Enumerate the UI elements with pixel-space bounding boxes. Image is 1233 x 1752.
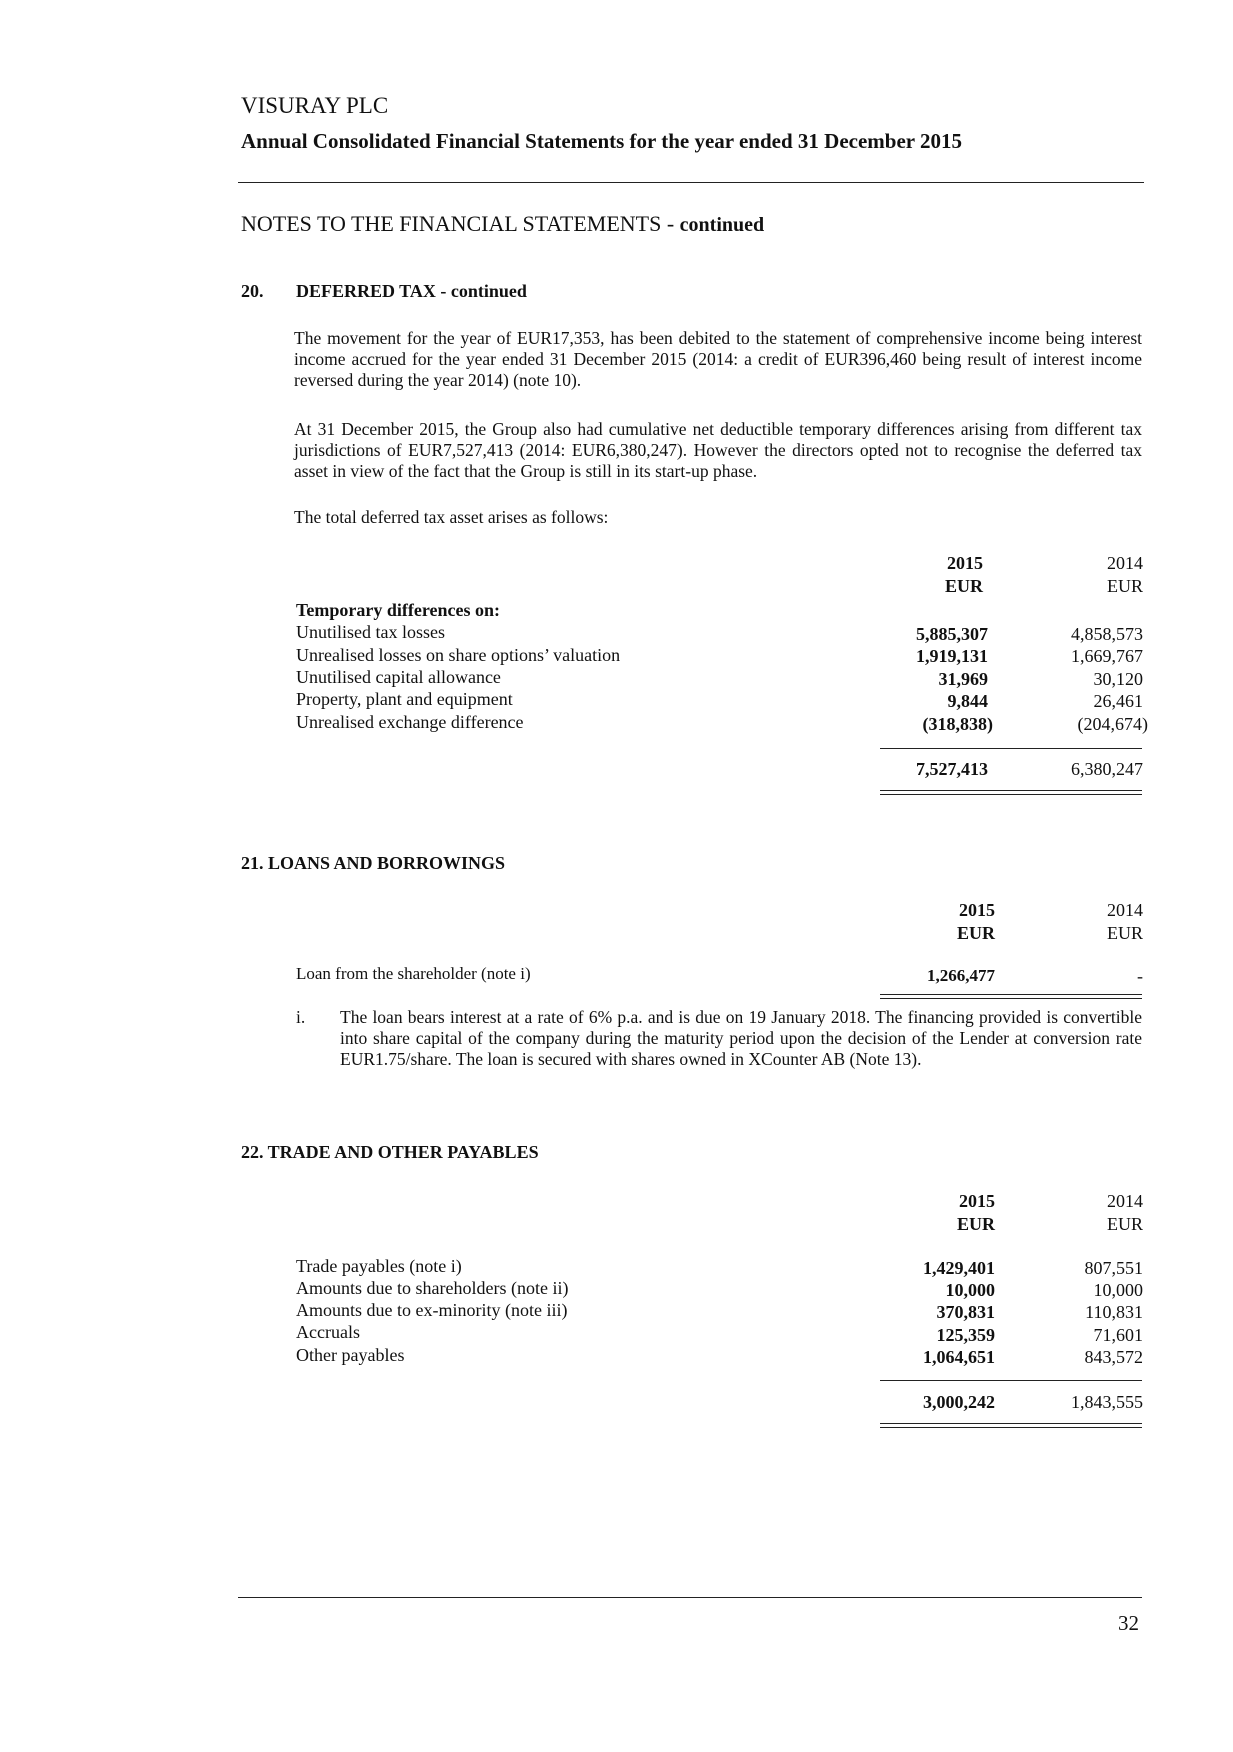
section-20-title [241, 281, 527, 302]
s22-subtotal-rule [880, 1380, 1142, 1381]
s21-col-2014: 2014 [1107, 900, 1143, 920]
s22-row-2015: 370,831 [936, 1302, 995, 1322]
s20-col-2015-currency: EUR [944, 576, 983, 596]
section-21-title: 21. LOANS AND BORROWINGS [241, 853, 506, 873]
notes-title-main: NOTES TO THE FINANCIAL STATEMENTS - [241, 211, 680, 236]
notes-title-suffix: continued [679, 214, 765, 236]
s22-col-2015: 2015 [959, 1191, 995, 1211]
section-20-suffix: continued [450, 281, 527, 301]
s20-subtotal-rule [880, 748, 1142, 749]
s20-row-label: Unrealised exchange difference [296, 712, 524, 732]
s22-row-2014: 843,572 [1084, 1347, 1143, 1367]
s21-total-double-rule [880, 994, 1142, 999]
s21-note-i [296, 1007, 1142, 1099]
s20-row-2014: 30,120 [1093, 669, 1143, 689]
s21-row-2014: - [1137, 966, 1143, 986]
s20-row-2015: 9,844 [947, 691, 988, 711]
s20-row-label: Unrealised losses on share options’ valuation [296, 645, 621, 665]
s22-row-2015: 10,000 [945, 1280, 995, 1300]
page-number: 32 [1118, 1611, 1139, 1635]
s20-row-2015: 1,919,131 [916, 646, 988, 666]
s22-row-label: Accruals [296, 1322, 360, 1342]
s20-col-2014: 2014 [1107, 553, 1143, 573]
s22-row-label: Other payables [296, 1345, 405, 1365]
s22-row-2014: 71,601 [1093, 1325, 1143, 1345]
company-name: VISURAY PLC [241, 93, 389, 118]
s20-total-2015: 7,527,413 [916, 759, 988, 779]
s20-col-2014-currency: EUR [1107, 576, 1143, 596]
report-subtitle: Annual Consolidated Financial Statements for the year ended 31 December 2015 [241, 129, 962, 153]
s22-col-2015-currency: EUR [956, 1214, 995, 1234]
s20-col-2015: 2015 [947, 553, 983, 573]
s20-row-2015: 5,885,307 [916, 624, 988, 644]
s22-total-2014: 1,843,555 [1071, 1392, 1143, 1412]
s20-row-2014: 4,858,573 [1071, 624, 1143, 644]
section-20-number: 20. [241, 281, 264, 301]
notes-title [241, 211, 764, 237]
s22-total-2015: 3,000,242 [923, 1392, 995, 1412]
s20-row-label: Property, plant and equipment [296, 689, 513, 709]
s21-col-2015: 2015 [959, 900, 995, 920]
s22-row-2015: 1,429,401 [923, 1258, 995, 1278]
s20-total-double-rule [880, 790, 1142, 795]
s22-row-label: Amounts due to ex-minority (note iii) [296, 1300, 568, 1320]
s21-row-2015: 1,266,477 [927, 966, 995, 985]
s20-total-2014: 6,380,247 [1071, 759, 1143, 779]
s20-row-2014: (204,674) [1077, 714, 1148, 734]
s22-row-label: Amounts due to shareholders (note ii) [296, 1278, 569, 1298]
s20-subheading: Temporary differences on: [296, 600, 500, 620]
s20-row-label: Unutilised tax losses [296, 622, 445, 642]
s22-row-2014: 10,000 [1093, 1280, 1143, 1300]
s20-row-2014: 26,461 [1093, 691, 1143, 711]
header-rule [238, 182, 1144, 183]
s21-row-label: Loan from the shareholder (note i) [296, 964, 531, 983]
s22-row-2015: 1,064,651 [923, 1347, 995, 1367]
s22-row-2015: 125,359 [936, 1325, 995, 1345]
s22-col-2014-currency: EUR [1107, 1214, 1143, 1234]
s22-col-2014: 2014 [1107, 1191, 1143, 1211]
section-20-paragraph-2: At 31 December 2015, the Group also had cumulative net deductible temporary differences arising from different tax jurisdictions of EUR7,527,413 (2014: EUR6,380,247). However the directors opted not to recognise the deferred tax asset in view of the fact that the Group is still in its start-up phase. [294, 419, 1142, 481]
s20-row-2015: 31,969 [938, 669, 988, 689]
s20-row-label: Unutilised capital allowance [296, 667, 501, 687]
section-20-paragraph-3: The total deferred tax asset arises as follows: [294, 507, 609, 527]
s20-row-2014: 1,669,767 [1071, 646, 1143, 666]
section-20-paragraph-1: The movement for the year of EUR17,353, has been debited to the statement of comprehensive income being interest income accrued for the year ended 31 December 2015 (2014: a credit of EUR396,460 being result of interest income reversed during the year 2014) (note 10). [294, 328, 1142, 390]
s22-row-label: Trade payables (note i) [296, 1256, 462, 1276]
s20-row-2015: (318,838) [922, 714, 993, 734]
s21-note-marker: i. [296, 1007, 306, 1027]
s22-row-2014: 110,831 [1085, 1302, 1143, 1322]
s22-total-double-rule [880, 1423, 1142, 1428]
s21-note-text: The loan bears interest at a rate of 6% p.a. and is due on 19 January 2018. The financing provided is convertible into share capital of the company during the maturity period upon the decision of the Lender at conversion rate EUR1.75/share. The loan is secured with shares owned in XCounter AB (Note 13). [340, 1007, 1142, 1069]
section-20-heading: DEFERRED TAX - [296, 281, 451, 301]
footer-rule [238, 1597, 1142, 1598]
s21-col-2014-currency: EUR [1107, 923, 1143, 943]
section-22-title: 22. TRADE AND OTHER PAYABLES [241, 1142, 539, 1162]
s22-row-2014: 807,551 [1084, 1258, 1143, 1278]
s21-col-2015-currency: EUR [956, 923, 995, 943]
